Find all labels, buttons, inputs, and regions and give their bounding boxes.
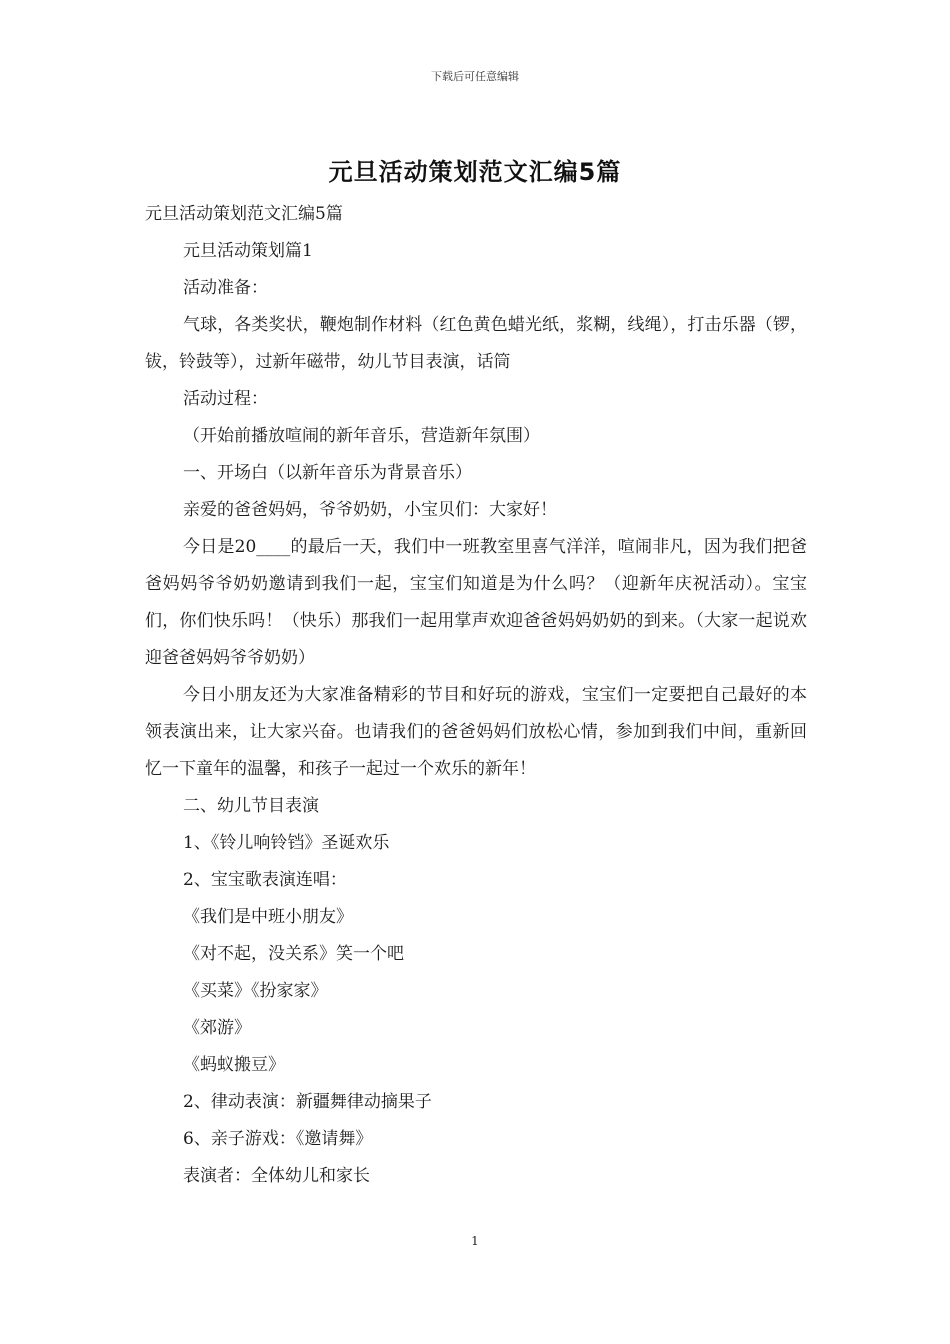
paragraph: 活动准备： [183,278,268,298]
header-note: 下载后可任意编辑 [431,70,519,83]
paragraph: （开始前播放喧闹的新年音乐，营造新年氛围） [183,426,540,446]
paragraph: 活动过程： [183,389,268,409]
page-title: 元旦活动策划范文汇编5篇 [328,158,622,186]
paragraph: 《对不起，没关系》笑一个吧 [183,944,404,964]
paragraph: 6、亲子游戏：《邀请舞》 [183,1129,373,1149]
paragraph: 元旦活动策划篇1 [183,241,313,261]
paragraph: 《郊游》 [183,1018,251,1038]
page-number: 1 [471,1234,479,1248]
paragraph: 《我们是中班小朋友》 [183,907,353,927]
paragraph: 1、《铃儿响铃铛》圣诞欢乐 [183,833,390,853]
paragraph: 表演者：全体幼儿和家长 [183,1166,370,1186]
paragraph: 气球，各类奖状，鞭炮制作材料（红色黄色蜡光纸，浆糊，线绳），打击乐器（锣，钹，铃鼓等），过新年磁带，幼儿节目表演，话筒 [145,315,807,372]
document-body [145,196,807,1195]
paragraph: 《蚂蚁搬豆》 [183,1055,285,1075]
paragraph: 2、律动表演：新疆舞律动摘果子 [183,1092,432,1112]
paragraph: 亲爱的爸爸妈妈，爷爷奶奶，小宝贝们：大家好！ [183,500,557,520]
paragraph: 一、开场白（以新年音乐为背景音乐） [183,463,472,483]
paragraph: 今日小朋友还为大家准备精彩的节目和好玩的游戏，宝宝们一定要把自己最好的本领表演出来，让大家兴奋。也请我们的爸爸妈妈们放松心情，参加到我们中间，重新回忆一下童年的温馨，和孩子一起过一个欢乐的新年！ [145,685,807,779]
paragraph-subtitle: 元旦活动策划范文汇编5篇 [145,204,343,224]
paragraph: 2、宝宝歌表演连唱： [183,870,347,890]
paragraph: 《买菜》《扮家家》 [183,981,328,1001]
paragraph: 今日是20____的最后一天，我们中一班教室里喜气洋洋，喧闹非凡，因为我们把爸爸妈妈爷爷奶奶邀请到我们一起，宝宝们知道是为什么吗？（迎新年庆祝活动）。宝宝们，你们快乐吗！（快乐）那我们一起用掌声欢迎爸爸妈妈奶奶的到来。（大家一起说欢迎爸爸妈妈爷爷奶奶） [145,537,807,668]
paragraph: 二、幼儿节目表演 [183,796,319,816]
